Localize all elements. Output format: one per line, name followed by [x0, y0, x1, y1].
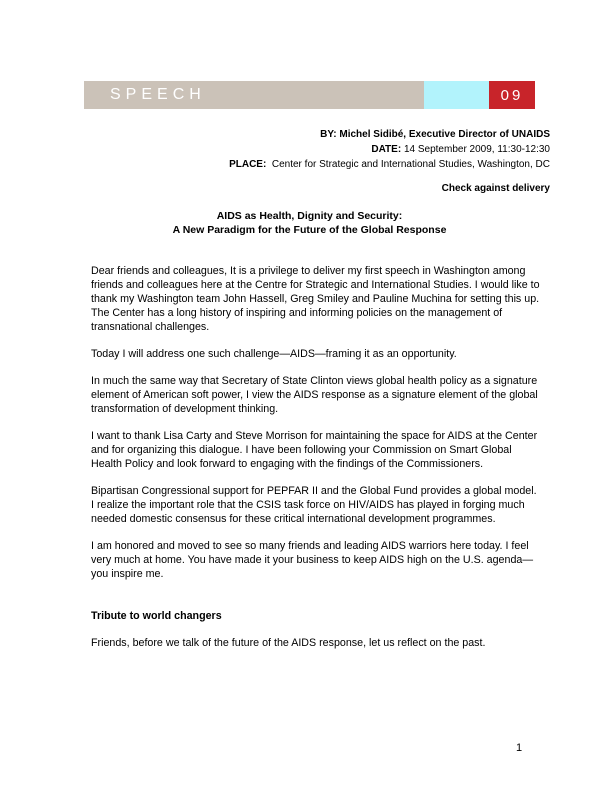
paragraph: Friends, before we talk of the future of the AIDS response, let us reflect on the past.: [91, 637, 486, 649]
meta-by-label: BY:: [320, 129, 337, 140]
paragraph: Today I will address one such challenge—AIDS—framing it as an opportunity.: [91, 348, 457, 360]
header-label: SPEECH: [110, 86, 206, 103]
speech-meta: [229, 127, 550, 172]
header-number: 09: [500, 86, 524, 104]
meta-by-value: Michel Sidibé, Executive Director of UNAIDS: [339, 129, 550, 140]
speech-title: [84, 209, 535, 237]
check-against-delivery: Check against delivery: [441, 183, 550, 194]
title-line-1: AIDS as Health, Dignity and Security:: [216, 210, 403, 222]
meta-date-value: 14 September 2009, 11:30-12:30: [403, 144, 550, 155]
header-accent-block: [424, 81, 489, 109]
paragraph: Bipartisan Congressional support for PEPFAR II and the Global Fund provides a global model. I realize the important role that the CSIS task force on HIV/AIDS has played in forging much needed domestic consensus for these critical international development programmes.: [91, 485, 537, 525]
meta-place-label: PLACE:: [229, 159, 267, 170]
page-number: 1: [516, 742, 523, 754]
header-label-block: [84, 81, 424, 109]
header-number-block: [489, 81, 535, 109]
title-line-2: A New Paradigm for the Future of the Global Response: [172, 224, 447, 236]
paragraph: In much the same way that Secretary of State Clinton views global health policy as a signature element of American soft power, I view the AIDS response as a signature element of the global transformation of development thinking.: [91, 375, 538, 415]
section-heading: Tribute to world changers: [91, 610, 222, 622]
paragraph: I want to thank Lisa Carty and Steve Morrison for maintaining the space for AIDS at the Center and for organizing this dialogue. I have been following your Commission on Smart Global Health Policy and look forward to engaging with the findings of the Commissioners.: [91, 430, 538, 470]
meta-date-label: DATE:: [371, 144, 402, 155]
meta-date: [229, 142, 550, 157]
speech-body: [91, 264, 541, 663]
meta-place-value: Center for Strategic and International Studies, Washington, DC: [271, 159, 550, 170]
header-bar: [84, 81, 535, 109]
paragraph: I am honored and moved to see so many friends and leading AIDS warriors here today. I feel very much at home. You have made it your business to keep AIDS high on the U.S. agenda—you inspire me.: [91, 540, 534, 580]
meta-by: [229, 127, 550, 142]
meta-place: [229, 157, 550, 172]
paragraph: Dear friends and colleagues, It is a privilege to deliver my first speech in Washington among friends and colleagues here at the Centre for Strategic and International Studies. I would like to thank my Washington team John Hassell, Greg Smiley and Pauline Muchina for setting this up. The Center has a long history of inspiring and informing policies on the management of transnational challenges.: [91, 265, 540, 333]
